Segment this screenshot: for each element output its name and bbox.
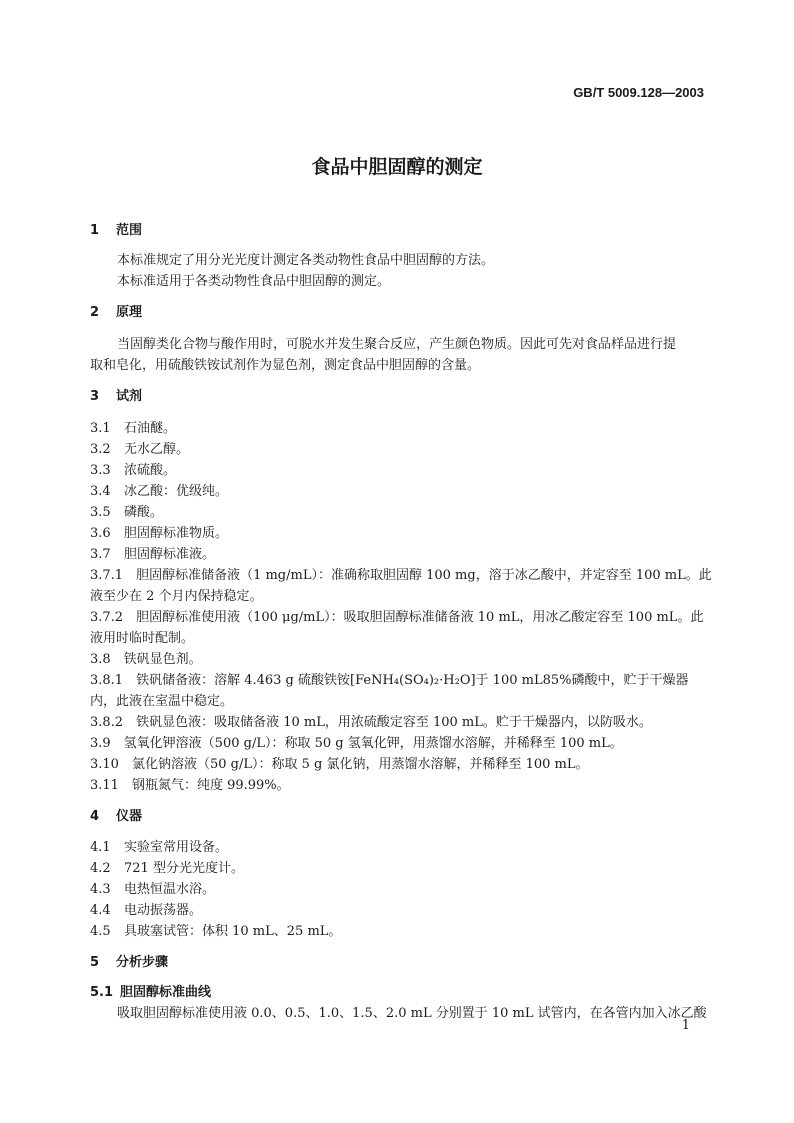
list-item-line: 内，此液在室温中稳定。 xyxy=(90,694,234,709)
section-title: 范围 xyxy=(116,223,143,238)
list-item xyxy=(90,857,244,876)
subsection-heading xyxy=(90,981,211,1000)
list-item xyxy=(90,438,189,457)
section-title: 试剂 xyxy=(116,389,143,404)
standard-number: GB/T 5009.128—2003 xyxy=(573,85,704,100)
document-title: 食品中胆固醇的测定 xyxy=(311,156,483,178)
list-item xyxy=(90,920,341,939)
list-item xyxy=(90,878,215,897)
paragraph: 本标准规定了用分光光度计测定各类动物性食品中胆固醇的方法。 xyxy=(117,253,495,268)
section-heading-scope xyxy=(90,219,142,238)
item-text: 胆固醇标准物质。 xyxy=(124,526,229,541)
item-number: 3.4 xyxy=(90,484,111,499)
section-heading-reagents xyxy=(90,385,142,404)
item-number: 3.3 xyxy=(90,463,111,478)
item-text: 胆固醇标准液。 xyxy=(124,547,216,562)
section-title: 分析步骤 xyxy=(116,955,169,970)
list-item xyxy=(90,459,176,478)
item-text: 浓硫酸。 xyxy=(124,463,177,478)
item-text: 磷酸。 xyxy=(124,505,164,520)
subsection-title: 胆固醇标准曲线 xyxy=(120,985,212,1000)
item-text: 电热恒温水浴。 xyxy=(124,882,216,897)
item-text: 具玻塞试管：体积 10 mL、25 mL。 xyxy=(124,924,342,939)
page-number: 1 xyxy=(681,1018,690,1033)
section-number: 2 xyxy=(90,305,100,320)
section-title: 仪器 xyxy=(116,809,143,824)
item-number: 3.6 xyxy=(90,526,111,541)
paragraph: 本标准适用于各类动物性食品中胆固醇的测定。 xyxy=(117,274,391,289)
list-item-line: 3.7.2 胆固醇标准使用液（100 μg/mL）：吸取胆固醇标准储备液 10 mL，用冰乙酸定容至 100 mL。此 xyxy=(90,610,704,625)
item-text: 电动振荡器。 xyxy=(124,903,203,918)
list-item: 3.9 氢氧化钾溶液（500 g/L）：称取 50 g 氢氧化钾，用蒸馏水溶解，并稀释至 100 mL。 xyxy=(90,736,623,751)
item-number: 3.5 xyxy=(90,505,111,520)
list-item xyxy=(90,522,228,541)
paragraph-line: 取和皂化，用硫酸铁铵试剂作为显色剂，测定食品中胆固醇的含量。 xyxy=(90,358,481,373)
item-number: 4.4 xyxy=(90,903,111,918)
item-number: 3.7 xyxy=(90,547,111,562)
item-text: 冰乙酸：优级纯。 xyxy=(124,484,229,499)
item-number: 4.1 xyxy=(90,840,111,855)
list-item-line: 液用时临时配制。 xyxy=(90,631,195,646)
item-text: 实验室常用设备。 xyxy=(124,840,229,855)
subsection-number: 5.1 xyxy=(90,985,114,1000)
list-item: 3.8.2 铁矾显色液：吸取储备液 10 mL，用浓硫酸定容至 100 mL。贮于干燥器内，以防吸水。 xyxy=(90,715,652,730)
section-number: 3 xyxy=(90,389,100,404)
section-heading-apparatus xyxy=(90,805,142,824)
section-heading-principle xyxy=(90,301,142,320)
section-title: 原理 xyxy=(116,305,143,320)
list-item xyxy=(90,480,228,499)
list-item xyxy=(90,417,176,436)
section-heading-procedure xyxy=(90,951,168,970)
item-number: 4.5 xyxy=(90,924,111,939)
list-item xyxy=(90,501,163,520)
item-number: 4.3 xyxy=(90,882,111,897)
list-item-line: 液至少在 2 个月内保持稳定。 xyxy=(90,589,263,604)
item-text: 721 型分光光度计。 xyxy=(124,861,244,876)
item-number: 3.1 xyxy=(90,421,111,436)
paragraph-line: 当固醇类化合物与酸作用时，可脱水并发生聚合反应，产生颜色物质。因此可先对食品样品进行提 xyxy=(117,337,677,352)
section-number: 1 xyxy=(90,223,100,238)
list-item: 3.10 氯化钠溶液（50 g/L）：称取 5 g 氯化钠，用蒸馏水溶解，并稀释至 100 mL。 xyxy=(90,757,589,772)
item-text: 石油醚。 xyxy=(124,421,177,436)
paragraph-line: 吸取胆固醇标准使用液 0.0、0.5、1.0、1.5、2.0 mL 分别置于 10 mL 试管内，在各管内加入冰乙酸 xyxy=(117,1006,707,1021)
section-number: 5 xyxy=(90,955,100,970)
item-text: 无水乙醇。 xyxy=(124,442,190,457)
item-number: 4.2 xyxy=(90,861,111,876)
section-number: 4 xyxy=(90,809,100,824)
list-item: 3.8 铁矾显色剂。 xyxy=(90,652,202,667)
list-item: 3.11 钢瓶氮气：纯度 99.99%。 xyxy=(90,778,290,793)
list-item-line: 3.8.1 铁矾储备液：溶解 4.463 g 硫酸铁铵[FeNH₄(SO₄)₂·H₂O]于 100 mL85%磷酸中，贮于干燥器 xyxy=(90,673,689,688)
list-item xyxy=(90,899,202,918)
list-item xyxy=(90,543,215,562)
list-item xyxy=(90,836,228,855)
list-item-line: 3.7.1 胆固醇标准储备液（1 mg/mL）：准确称取胆固醇 100 mg，溶于冰乙酸中，并定容至 100 mL。此 xyxy=(90,568,712,583)
item-number: 3.2 xyxy=(90,442,111,457)
